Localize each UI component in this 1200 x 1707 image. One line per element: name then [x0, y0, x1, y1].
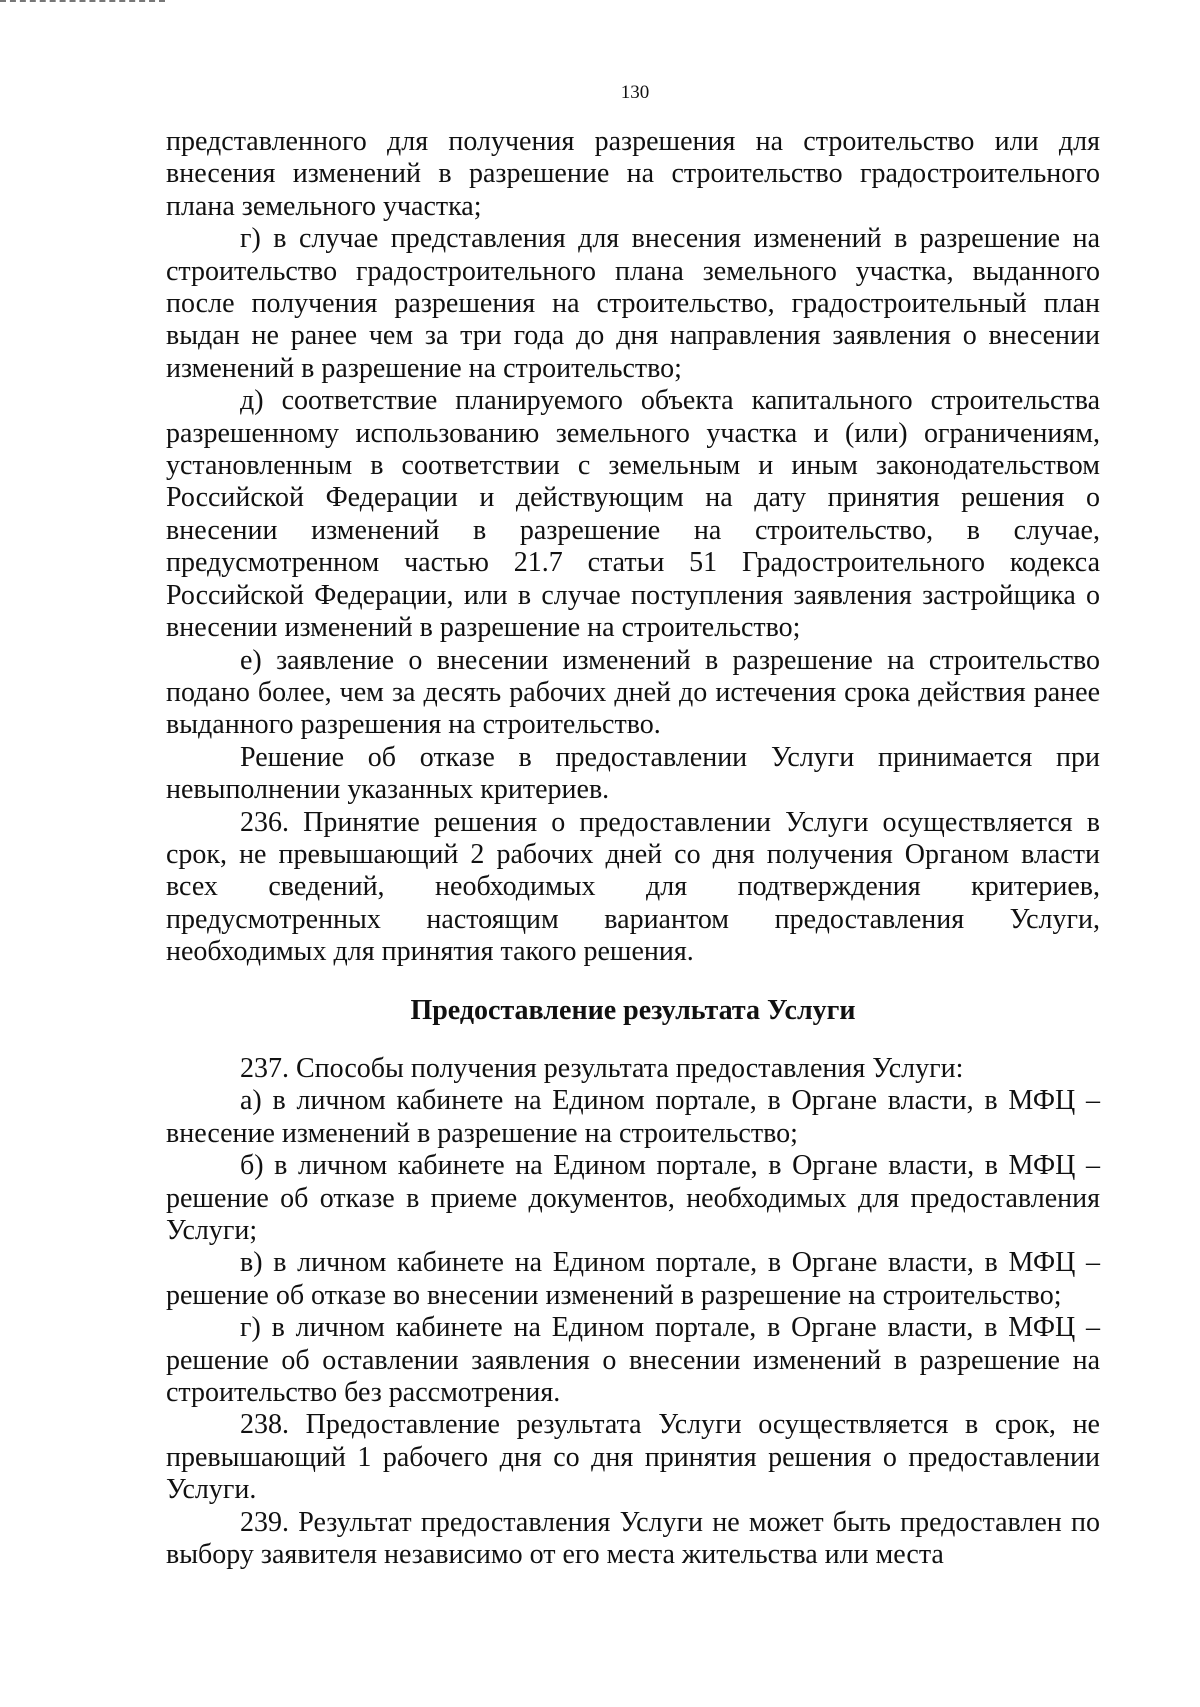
paragraph: 236. Принятие решения о предоставлении Услуги осуществляется в срок, не превышающий 2 рабочих дней со дня получения Органом власти всех сведений, необходимых для подтверждения критериев, предусмотренных настоящим вариантом предоставления Услуги, необходимых для принятия такого решения. [166, 806, 1100, 968]
paragraph: е) заявление о внесении изменений в разрешение на строительство подано более, чем за десять рабочих дней до истечения срока действия ранее выданного разрешения на строительство. [166, 644, 1100, 741]
paragraph: д) соответствие планируемого объекта капитального строительства разрешенному использованию земельного участка и (или) ограничениям, установленным в соответствии с земельным и иным законодательством Российской Федерации и действующим на дату принятия решения о внесении изменений в разрешение на строительство, в случае, предусмотренном частью 21.7 статьи 51 Градостроительного кодекса Российской Федерации, или в случае поступления заявления застройщика о внесении изменений в разрешение на строительство; [166, 385, 1100, 644]
paragraph: 238. Предоставление результата Услуги осуществляется в срок, не превышающий 1 рабочего дня со дня принятия решения о предоставлении Услуги. [166, 1409, 1100, 1506]
section-after-heading [166, 1053, 1100, 1572]
paragraph: в) в личном кабинете на Едином портале, в Органе власти, в МФЦ – решение об отказе во внесении изменений в разрешение на строительство; [166, 1247, 1100, 1311]
paragraph: а) в личном кабинете на Едином портале, в Органе власти, в МФЦ – внесение изменений в разрешение на строительство; [166, 1085, 1100, 1149]
scan-edge-mark [0, 0, 165, 6]
paragraph: г) в случае представления для внесения изменений в разрешение на строительство градостроительного плана земельного участка, выданного после получения разрешения на строительство, градостроительный план выдан не ранее чем за три года до дня направления заявления о внесении изменений в разрешение на строительство; [166, 223, 1100, 384]
paragraph: 239. Результат предоставления Услуги не может быть предоставлен по выбору заявителя независимо от его места жительства или места [166, 1506, 1100, 1571]
paragraph: Решение об отказе в предоставлении Услуги принимается при невыполнении указанных критериев. [166, 741, 1100, 806]
paragraph: г) в личном кабинете на Едином портале, в Органе власти, в МФЦ – решение об оставлении заявления о внесении изменений в разрешение на строительство без рассмотрения. [166, 1312, 1100, 1409]
paragraph: представленного для получения разрешения на строительство или для внесения изменений в разрешение на строительство градостроительного плана земельного участка; [166, 126, 1100, 222]
document-body [166, 126, 1100, 1571]
paragraph: б) в личном кабинете на Едином портале, в Органе власти, в МФЦ – решение об отказе в приеме документов, необходимых для предоставления Услуги; [166, 1150, 1100, 1246]
page-number: 130 [620, 82, 650, 103]
section-before-heading [166, 126, 1100, 969]
section-heading: Предоставление результата Услуги [410, 994, 856, 1026]
paragraph: 237. Способы получения результата предоставления Услуги: [240, 1052, 964, 1084]
